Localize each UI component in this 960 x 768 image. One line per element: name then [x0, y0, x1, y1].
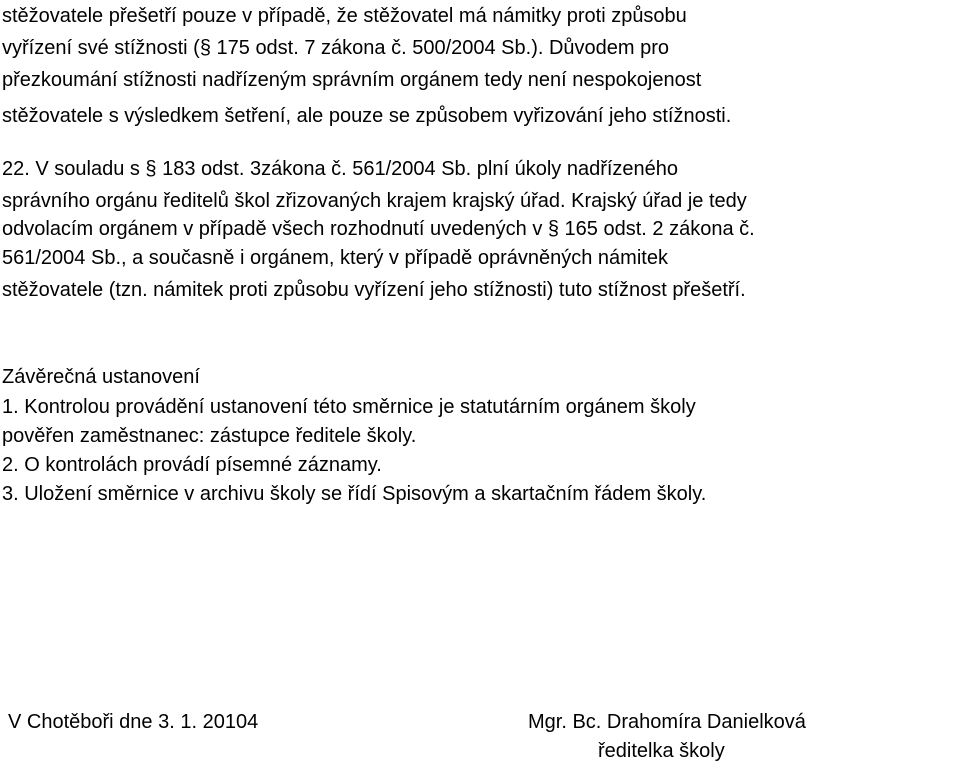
- paragraph-line: stěžovatele přešetří pouze v případě, že stěžovatel má námitky proti způsobu: [2, 5, 687, 27]
- signature-place-date: V Chotěboři dne 3. 1. 20104: [8, 711, 259, 733]
- paragraph-line: 561/2004 Sb., a současně i orgánem, který v případě oprávněných námitek: [2, 247, 668, 269]
- paragraph-line: stěžovatele s výsledkem šetření, ale pouze se způsobem vyřizování jeho stížnosti.: [2, 105, 732, 127]
- paragraph-line: 22. V souladu s § 183 odst. 3zákona č. 561/2004 Sb. plní úkoly nadřízeného: [2, 158, 679, 180]
- paragraph-line: 3. Uložení směrnice v archivu školy se řídí Spisovým a skartačním řádem školy.: [2, 483, 707, 505]
- signature-role: ředitelka školy: [598, 740, 725, 762]
- paragraph-line: 2. O kontrolách provádí písemné záznamy.: [2, 454, 382, 476]
- paragraph-line: odvolacím orgánem v případě všech rozhodnutí uvedených v § 165 odst. 2 zákona č.: [2, 218, 755, 240]
- paragraph-line: správního orgánu ředitelů škol zřizovaných krajem krajský úřad. Krajský úřad je tedy: [2, 190, 747, 212]
- paragraph-line: přezkoumání stížnosti nadřízeným správním orgánem tedy není nespokojenost: [2, 69, 702, 91]
- paragraph-line: 1. Kontrolou provádění ustanovení této směrnice je statutárním orgánem školy: [2, 396, 696, 418]
- paragraph-line: pověřen zaměstnanec: zástupce ředitele školy.: [2, 425, 417, 447]
- paragraph-line: vyřízení své stížnosti (§ 175 odst. 7 zákona č. 500/2004 Sb.). Důvodem pro: [2, 37, 670, 59]
- section-heading: Závěrečná ustanovení: [2, 366, 200, 388]
- signature-name: Mgr. Bc. Drahomíra Danielková: [528, 711, 806, 733]
- paragraph-line: stěžovatele (tzn. námitek proti způsobu vyřízení jeho stížnosti) tuto stížnost přešetří.: [2, 279, 746, 301]
